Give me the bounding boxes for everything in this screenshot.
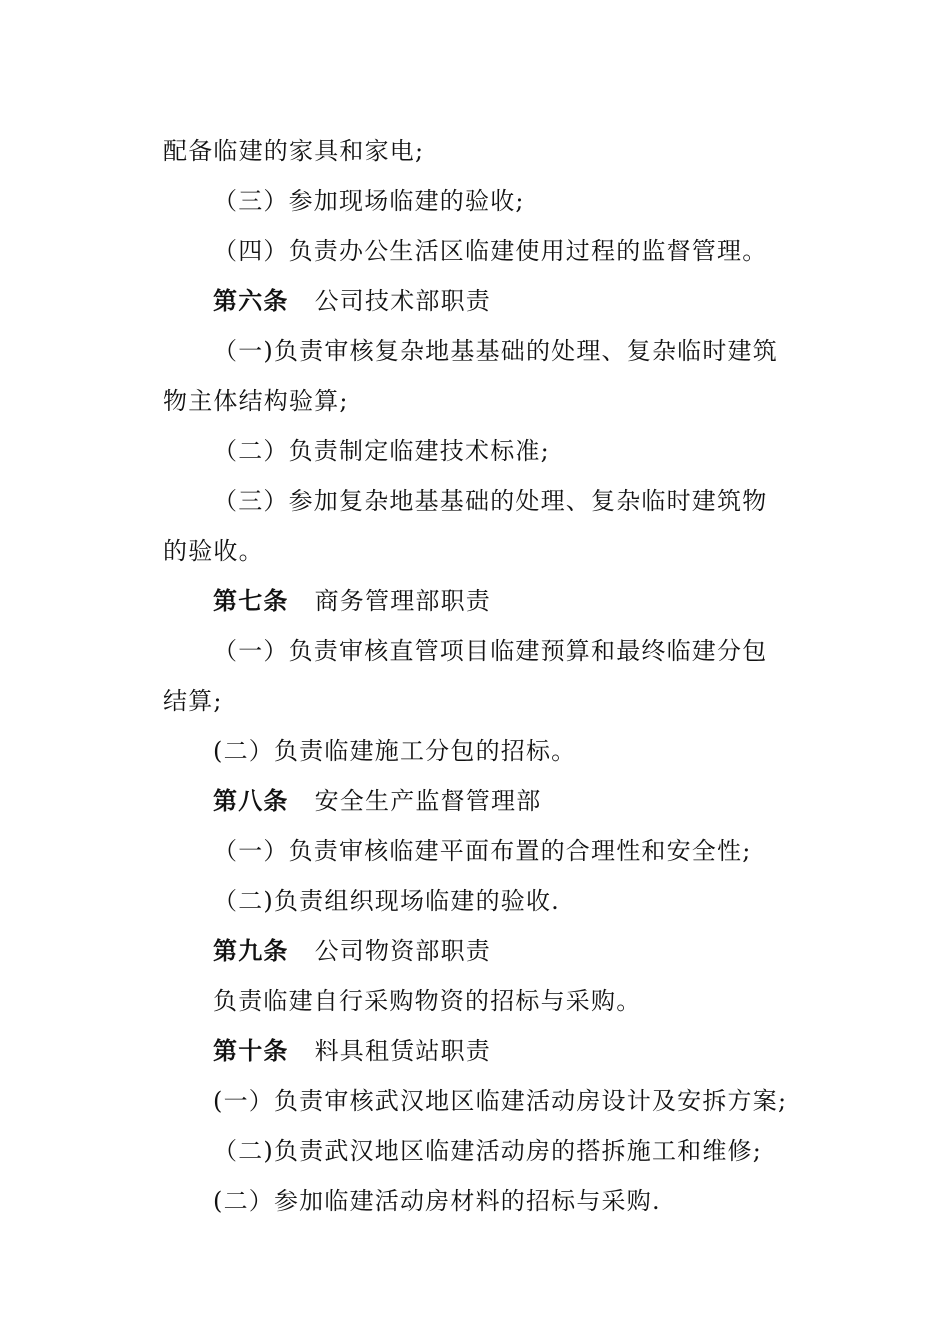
article-title: 公司技术部职责 bbox=[314, 287, 492, 315]
text-line: （三）参加现场临建的验收; bbox=[213, 187, 525, 215]
text-line: 物主体结构验算; bbox=[163, 387, 349, 415]
text-line: （二)负责组织现场临建的验收. bbox=[213, 887, 560, 915]
article-line bbox=[213, 286, 491, 316]
text-line: (二）参加临建活动房材料的招标与采购. bbox=[213, 1187, 661, 1215]
text-line: （四）负责办公生活区临建使用过程的监督管理。 bbox=[213, 237, 768, 265]
article-title: 商务管理部职责 bbox=[314, 587, 492, 615]
article-title: 料具租赁站职责 bbox=[314, 1037, 492, 1065]
article-number: 第十条 bbox=[213, 1036, 289, 1065]
text-line: 负责临建自行采购物资的招标与采购。 bbox=[213, 987, 642, 1015]
text-line: 的验收。 bbox=[163, 537, 264, 565]
text-line: （一）负责审核直管项目临建预算和最终临建分包 bbox=[213, 637, 768, 665]
article-line bbox=[213, 1036, 491, 1066]
article-title: 安全生产监督管理部 bbox=[314, 787, 542, 815]
text-line: (一）负责审核武汉地区临建活动房设计及安拆方案; bbox=[213, 1087, 788, 1115]
text-line: （一）负责审核临建平面布置的合理性和安全性; bbox=[213, 837, 752, 865]
article-line bbox=[213, 786, 541, 816]
article-number: 第七条 bbox=[213, 586, 289, 615]
article-number: 第八条 bbox=[213, 786, 289, 815]
text-line: (二）负责临建施工分包的招标。 bbox=[213, 737, 577, 765]
article-line bbox=[213, 586, 491, 616]
text-line: （二)负责武汉地区临建活动房的搭拆施工和维修; bbox=[213, 1137, 763, 1165]
text-line: （一)负责审核复杂地基基础的处理、复杂临时建筑 bbox=[213, 337, 778, 365]
text-line: 结算; bbox=[163, 687, 223, 715]
text-line: （三）参加复杂地基基础的处理、复杂临时建筑物 bbox=[213, 487, 768, 515]
article-number: 第九条 bbox=[213, 936, 289, 965]
article-title: 公司物资部职责 bbox=[314, 937, 492, 965]
text-line: 配备临建的家具和家电; bbox=[163, 137, 425, 165]
text-line: （二）负责制定临建技术标准; bbox=[213, 437, 550, 465]
article-number: 第六条 bbox=[213, 286, 289, 315]
article-line bbox=[213, 936, 491, 966]
